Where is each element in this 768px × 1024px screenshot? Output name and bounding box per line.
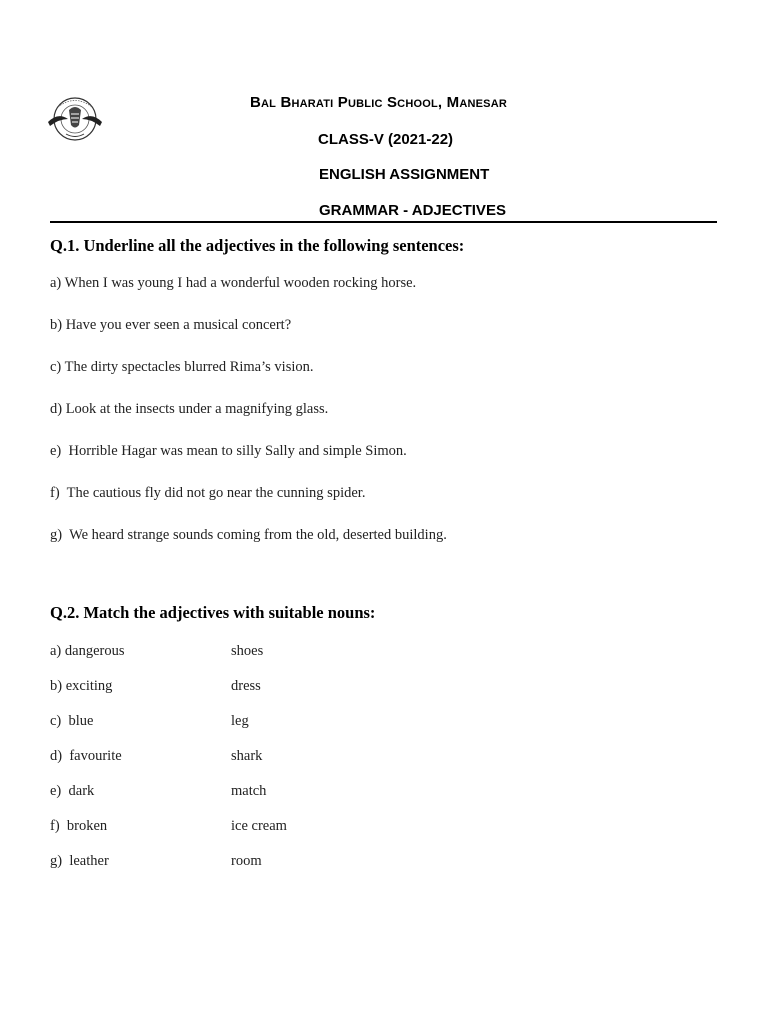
- sentence-b: b) Have you ever seen a musical concert?: [50, 317, 292, 333]
- adjective-g: g) leather: [50, 853, 109, 869]
- subject-label: ENGLISH ASSIGNMENT: [319, 166, 490, 183]
- adjective-f: f) broken: [50, 818, 108, 834]
- class-label: CLASS-V (2021-22): [318, 131, 454, 148]
- school-crest-icon: [44, 92, 106, 146]
- adjective-d: d) favourite: [50, 748, 122, 764]
- sentence-e: e) Horrible Hagar was mean to silly Sally and simple Simon.: [50, 443, 407, 459]
- sentence-f: f) The cautious fly did not go near the cunning spider.: [50, 485, 366, 501]
- adjective-e: e) dark: [50, 783, 95, 799]
- topic-label: GRAMMAR - ADJECTIVES: [319, 202, 506, 219]
- noun-3: leg: [231, 713, 249, 729]
- school-name: Bal Bharati Public School, Manesar: [250, 94, 507, 111]
- adjective-c: c) blue: [50, 713, 94, 729]
- noun-5: match: [231, 783, 267, 799]
- header-divider: [50, 221, 717, 223]
- sentence-a: a) When I was young I had a wonderful wooden rocking horse.: [50, 275, 417, 291]
- sentence-d: d) Look at the insects under a magnifying glass.: [50, 401, 329, 417]
- adjective-b: b) exciting: [50, 678, 113, 694]
- noun-2: dress: [231, 678, 261, 694]
- sentence-c: c) The dirty spectacles blurred Rima’s vision.: [50, 359, 314, 375]
- noun-7: room: [231, 853, 262, 869]
- noun-4: shark: [231, 748, 263, 764]
- sentence-g: g) We heard strange sounds coming from the old, deserted building.: [50, 527, 447, 543]
- question-1-title: Q.1. Underline all the adjectives in the following sentences:: [50, 236, 465, 255]
- noun-1: shoes: [231, 643, 264, 659]
- adjective-a: a) dangerous: [50, 643, 125, 659]
- noun-6: ice cream: [231, 818, 287, 834]
- question-2-title: Q.2. Match the adjectives with suitable nouns:: [50, 603, 376, 622]
